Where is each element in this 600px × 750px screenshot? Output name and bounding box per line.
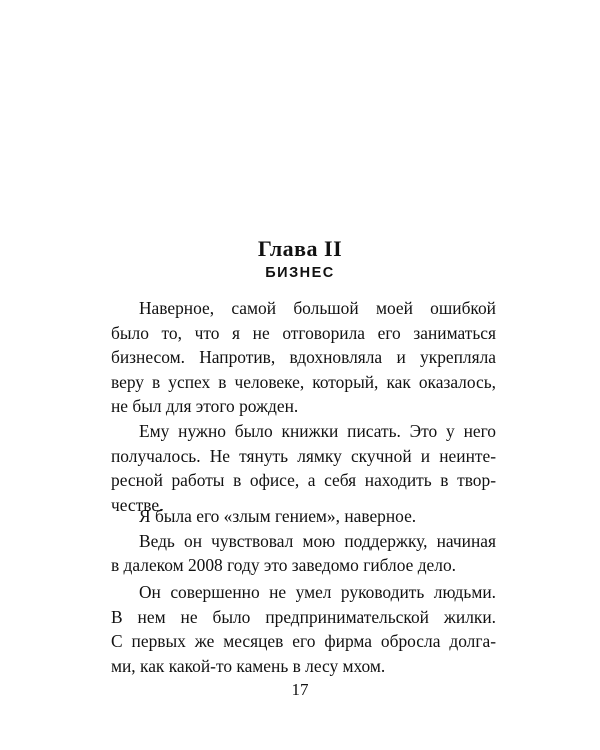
paragraph-2	[111, 419, 496, 517]
text-line: честве.	[111, 494, 164, 515]
text-line: Ведь он чувствовал мою поддержку, начиная	[139, 530, 496, 551]
chapter-title: Глава II	[257, 236, 343, 261]
text-line: С первых же месяцев его фирма обросла долга-	[111, 631, 496, 652]
chapter-subtitle: БИЗНЕС	[265, 265, 335, 281]
text-line: не был для этого рожден.	[111, 396, 299, 417]
text-line: получалось. Не тянуть лямку скучной и неинте-	[111, 445, 496, 466]
text-line: Я была его «злым гением», наверное.	[139, 506, 417, 526]
text-block-2	[111, 504, 496, 578]
text-block-1	[111, 296, 496, 517]
text-block-3	[111, 580, 496, 678]
text-line: ресной работы в офисе, а себя находить в твор-	[111, 470, 496, 491]
text-line: Наверное, самой большой моей ошибкой	[139, 298, 496, 318]
page-number: 17	[291, 680, 309, 699]
paragraph-3	[111, 504, 496, 529]
text-line: ми, как какой-то камень в лесу мхом.	[111, 655, 386, 676]
text-line: веру в успех в человеке, который, как оказалось,	[111, 371, 496, 392]
text-line: бизнесом. Напротив, вдохновляла и укрепляла	[111, 347, 496, 368]
paragraph-4	[111, 529, 496, 578]
text-line: Ему нужно было книжки писать. Это у него	[139, 420, 496, 441]
text-line: было то, что я не отговорила его заниматься	[111, 322, 496, 343]
text-line: в далеком 2008 году это заведомо гиблое дело.	[111, 555, 456, 576]
text-line: В нем не было предпринимательской жилки.	[111, 606, 496, 627]
text-line: Он совершенно не умел руководить людьми.	[139, 582, 496, 602]
paragraph-1	[111, 296, 496, 419]
paragraph-5	[111, 580, 496, 678]
